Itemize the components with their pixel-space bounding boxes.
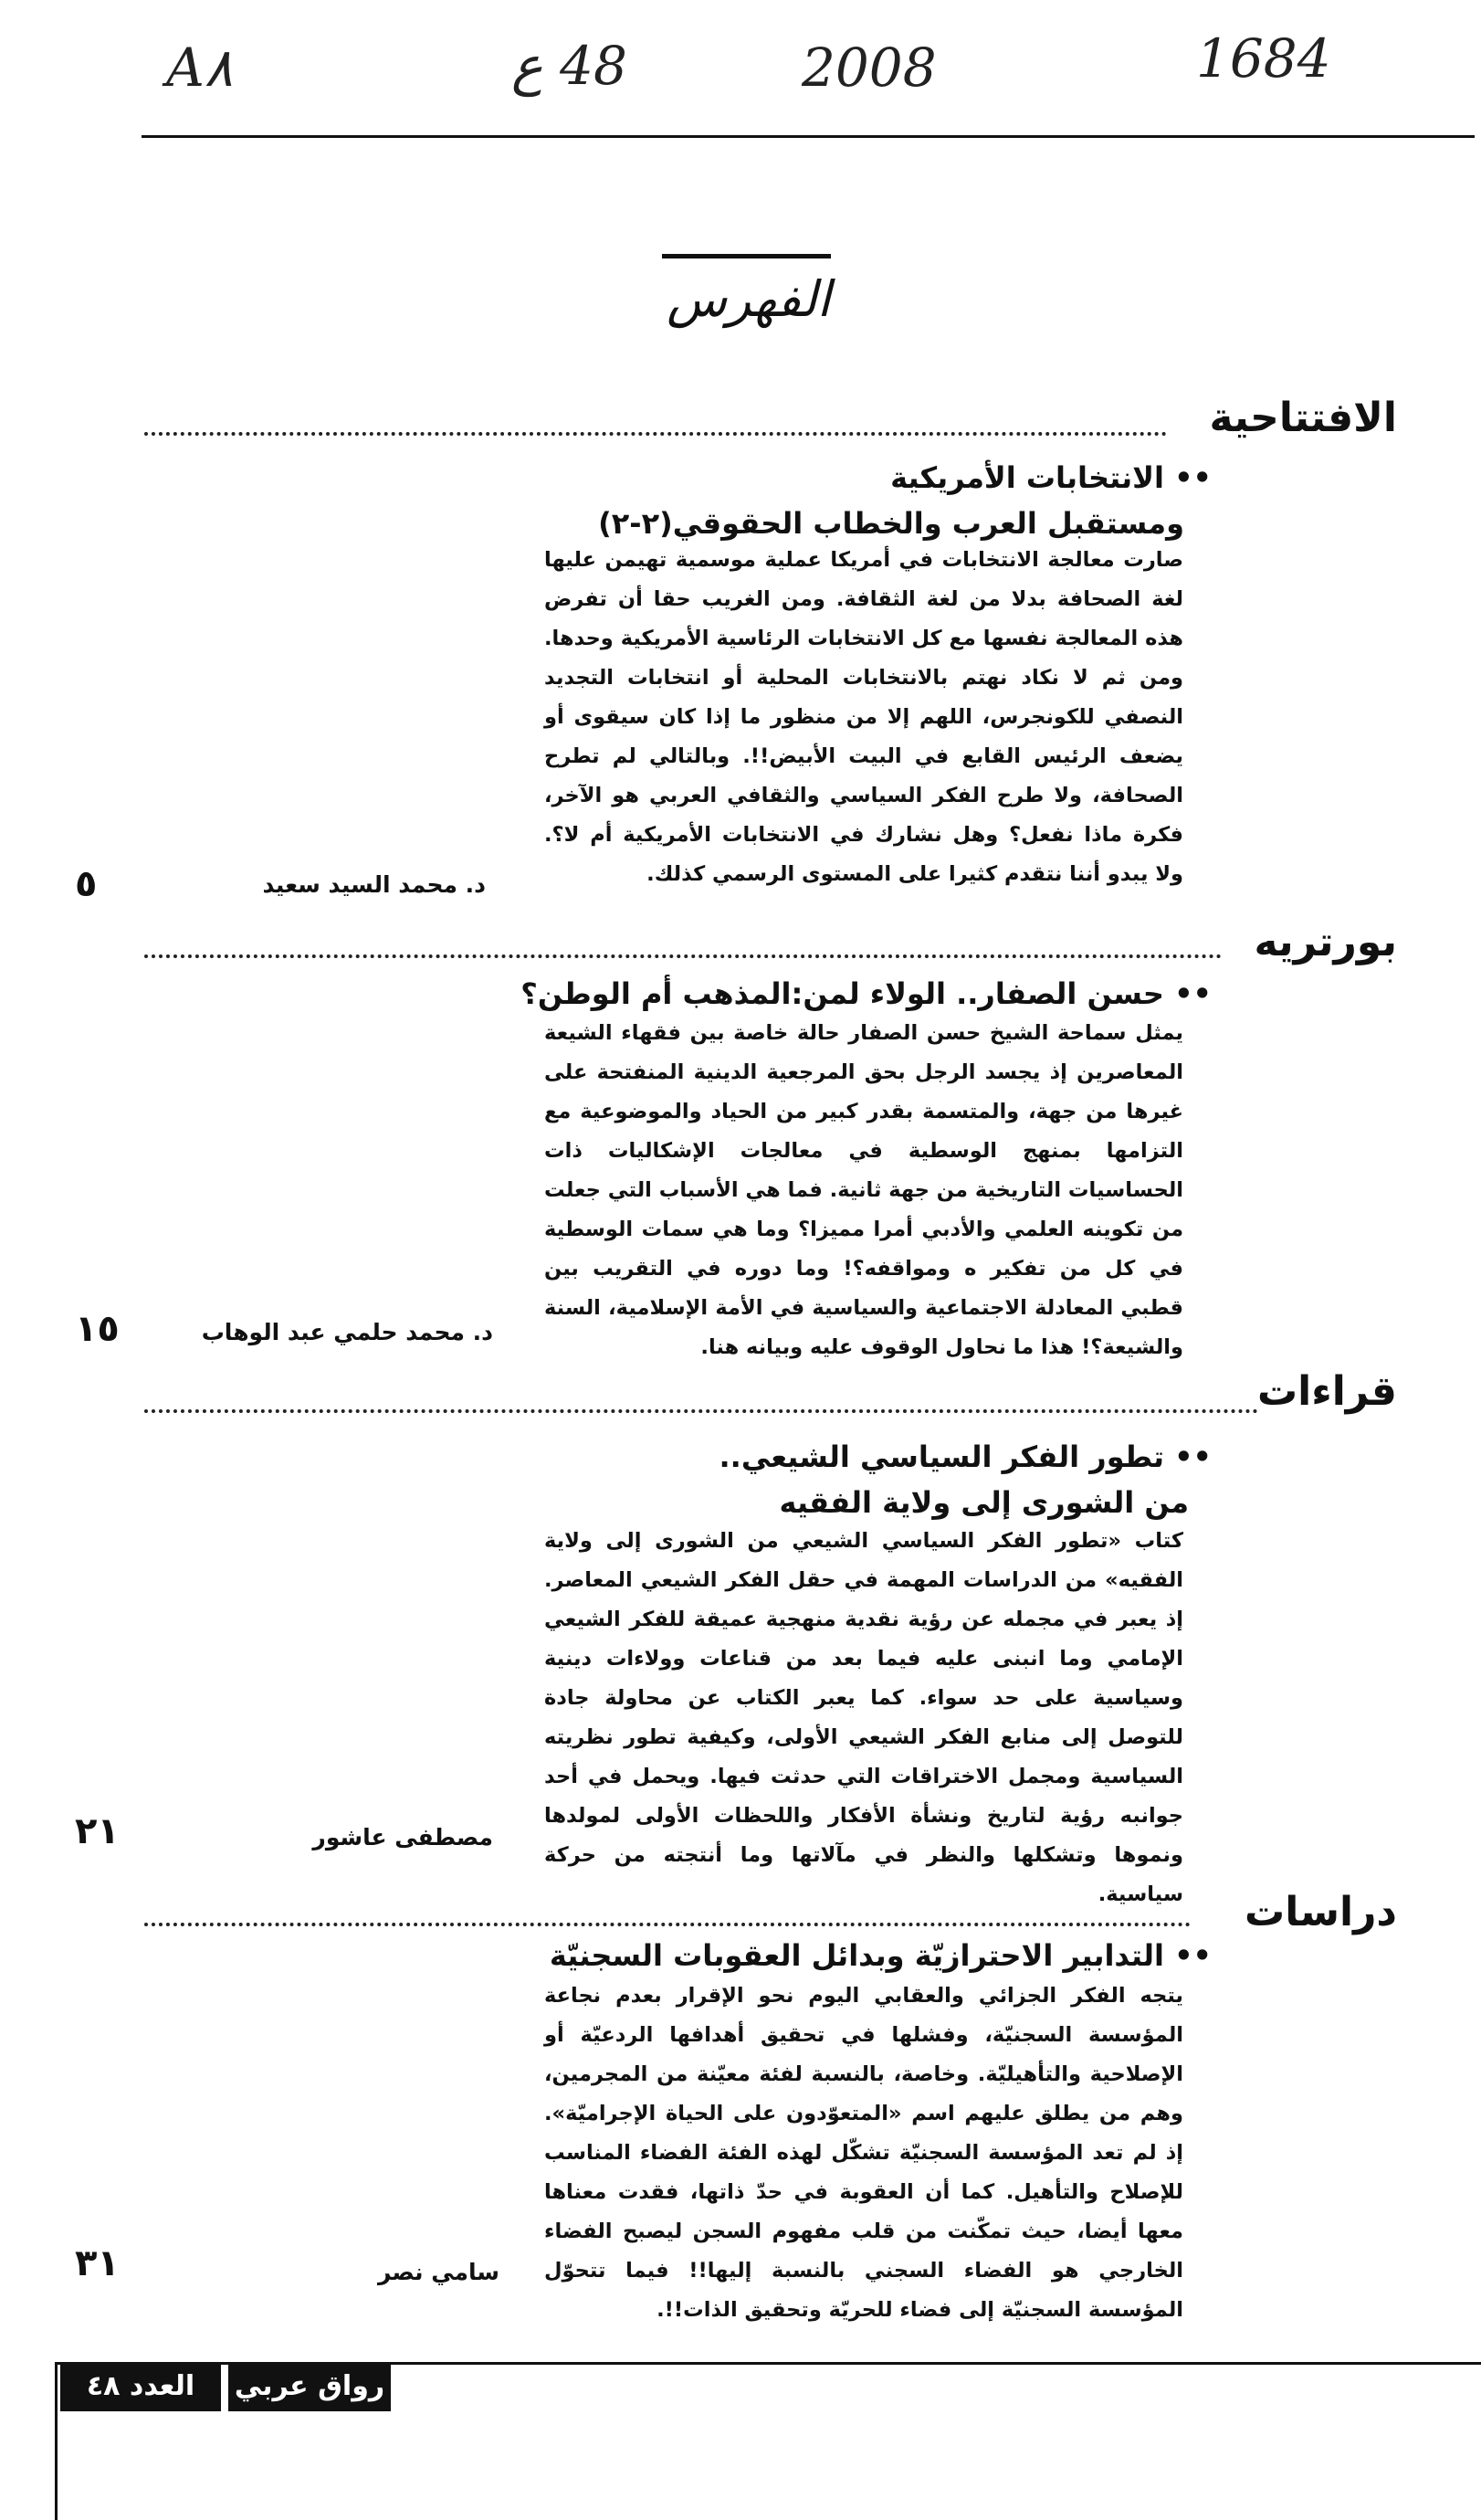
handwritten-note-left: A٨: [166, 37, 234, 99]
page-number: ٥: [75, 863, 98, 905]
article-summary: كتاب «تطور الفكر السياسي الشيعي من الشورى إلى ولاية الفقيه» من الدراسات المهمة في حقل الفكر الشيعي المعاصر. إذ يعبر في مجمله عن رؤية نقدية منهجية عميقة للفكر الشيعي الإمامي وما انبنى عليه فيما بعد من قناعات وولاءات دينية وسياسية على حد سواء. كما يعبر الكتاب عن محاولة جادة للتوصل إلى منابع الفكر الشيعي الأولى، وكيفية تطور نظريته السياسية ومجمل الاختراقات التي حدثت فيها. ويحمل في أحد جوانبه رؤية لتاريخ ونشأة الأفكار واللحظات الأولى لمولدها ونموها وتشكلها والنظر في مآلاتها وما أنتجته من حركة سياسية.: [544, 1529, 1183, 1906]
article-title: •• حسن الصفار.. الولاء لمن:المذهب أم الوطن؟: [520, 976, 1212, 1011]
page-number: ١٥: [75, 1308, 120, 1350]
article-author: د. محمد حلمي عبد الوهاب: [201, 1319, 493, 1345]
article-summary: يمثل سماحة الشيخ حسن الصفار حالة خاصة بين فقهاء الشيعة المعاصرين إذ يجسد الرجل بحق المرجعية الدينية المنفتحة على غيرها من جهة، والمتسمة بقدر كبير من الحياد والموضوعية مع التزامها بمنهج الوسطية في معالجات الإشكاليات ذات الحساسيات التاريخية من جهة ثانية. فما هي الأسباب التي جعلت من تكوينه العلمي والأدبي أمرا مميزا؟ وما هي سمات الوسطية في كل من تفكير ه ومواقفه؟! وما دوره في التقريب بين قطبي المعادلة الاجتماعية والسياسية في الأمة الإسلامية، السنة والشيعة؟! هذا ما نحاول الوقوف عليه وبيانه هنا.: [544, 1021, 1183, 1359]
page-number: ٣١: [75, 2242, 120, 2284]
handwritten-issue: 48 ع: [511, 35, 627, 97]
article-author: د. محمد السيد سعيد: [262, 871, 486, 898]
article-author: مصطفى عاشور: [312, 1824, 493, 1850]
section-label: بورتريه: [1254, 919, 1397, 965]
article-title-line2: من الشورى إلى ولاية الفقيه: [779, 1485, 1189, 1520]
article-summary: يتجه الفكر الجزائي والعقابي اليوم نحو الإقرار بعدم نجاعة المؤسسة السجنيّة، وفشلها في تحقيق أهدافها الردعيّة أو الإصلاحية والتأهيليّة. وخاصة، بالنسبة لفئة معيّنة من المجرمين، وهم من يطلق عليهم اسم «المتعوّدون على الحياة الإجراميّة». إذ لم تعد المؤسسة السجنيّة تشكّل لهذه الفئة الفضاء المناسب للإصلاح والتأهيل. كما أن العقوبة في حدّ ذاتها، فقدت معناها معها أيضا، حيث تمكّنت من قلب مفهوم السجن ليصبح الفضاء الخارجي هو الفضاء السجني بالنسبة إليها!! فيما تتحوّل المؤسسة السجنيّة إلى فضاء للحريّة وتحقيق الذات!!.: [544, 1984, 1183, 2322]
section-divider: [144, 1923, 1191, 1926]
title-bar: [662, 254, 831, 258]
article-summary: صارت معالجة الانتخابات في أمريكا عملية موسمية تهيمن عليها لغة الصحافة بدلا من لغة الثقافة. ومن الغريب حقا أن تفرض هذه المعالجة نفسها مع كل الانتخابات الرئاسية الأمريكية وحدها. ومن ثم لا نكاد نهتم بالانتخابات المحلية أو انتخابات التجديد النصفي للكونجرس، اللهم إلا من منظور ما إذا كان سيقوى أو يضعف الرئيس القابع في البيت الأبيض!!. وبالتالي لم تطرح الصحافة، ولا طرح الفكر السياسي والثقافي العربي هو الآخر، فكرة ماذا نفعل؟ وهل نشارك في الانتخابات الأمريكية أم لا؟. ولا يبدو أننا نتقدم كثيرا على المستوى الرسمي كذلك.: [544, 548, 1183, 886]
top-rule: [142, 135, 1475, 138]
page-number: ٢١: [75, 1810, 120, 1852]
section-divider: [144, 1409, 1258, 1413]
section-label: دراسات: [1245, 1889, 1397, 1935]
article-title: •• الانتخابات الأمريكية: [890, 460, 1212, 495]
article-title: •• تطور الفكر السياسي الشيعي..: [719, 1439, 1212, 1474]
section-label: قراءات: [1256, 1368, 1397, 1415]
article-title: •• التدابير الاحترازيّة وبدائل العقوبات السجنيّة: [549, 1938, 1212, 1973]
page-title: الفهرس: [667, 270, 831, 328]
article-author: سامي نصر: [377, 2259, 499, 2285]
handwritten-year: 2008: [802, 37, 937, 99]
article-title-line2: ومستقبل العرب والخطاب الحقوقي(٢-٢): [598, 506, 1184, 541]
section-label: الافتتاحية: [1209, 395, 1397, 441]
section-divider: [144, 954, 1222, 958]
section-divider: [144, 432, 1167, 436]
handwritten-code: 1684: [1196, 27, 1331, 90]
footer-issue-number: العدد ٤٨: [60, 2362, 221, 2411]
footer-magazine-name: رواق عربي: [228, 2362, 391, 2411]
